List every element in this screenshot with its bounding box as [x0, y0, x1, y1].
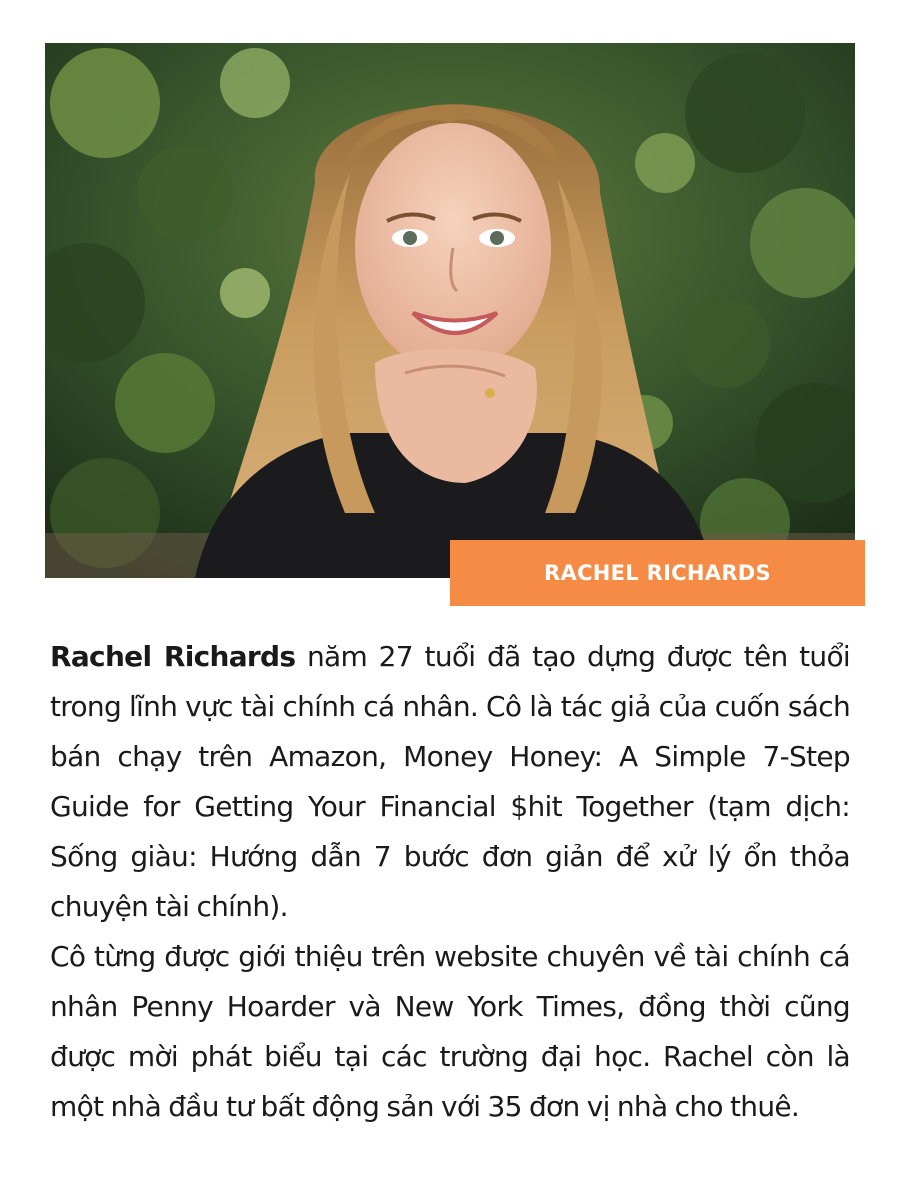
portrait-photo	[45, 43, 855, 578]
name-badge-label: RACHEL RICHARDS	[544, 561, 771, 585]
bio-paragraph-1	[50, 632, 850, 932]
bio-paragraph-2: Cô từng được giới thiệu trên website chuyên về tài chính cá nhân Penny Hoarder và New York Times, đồng thời cũng được mời phát biểu tại các trường đại học. Rachel còn là một nhà đầu tư bất động sản với 35 đơn vị nhà cho thuê.	[50, 940, 850, 1123]
bio-name: Rachel Richards	[50, 640, 296, 673]
name-badge	[450, 540, 865, 606]
bio-text	[50, 632, 850, 1132]
bio-paragraph-1-text: năm 27 tuổi đã tạo dựng được tên tuổi trong lĩnh vực tài chính cá nhân. Cô là tác giả của cuốn sách bán chạy trên Amazon, Money Honey: A Simple 7-Step Guide for Getting Your Financial $hit Together (tạm dịch: Sống giàu: Hướng dẫn 7 bước đơn giản để xử lý ổn thỏa chuyện tài chính).	[50, 640, 850, 923]
portrait-illustration	[45, 43, 855, 578]
